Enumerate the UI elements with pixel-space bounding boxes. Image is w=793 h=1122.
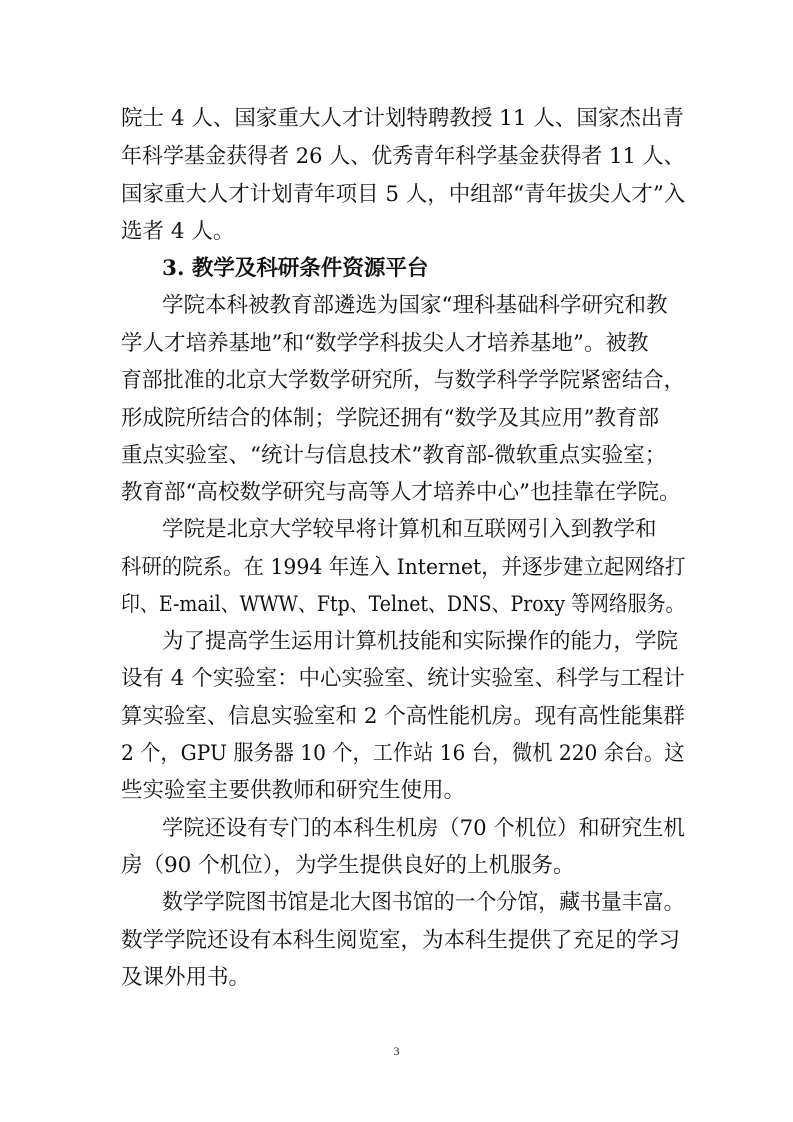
- text-line-19: 些实验室主要供教师和研究生使用。: [121, 778, 466, 803]
- text-line-9: 形成院所结合的体制；学院还拥有“数学及其应用”教育部: [121, 406, 659, 431]
- page-number: 3: [393, 1044, 400, 1058]
- text-line-8: 育部批准的北京大学数学研究所，与数学科学学院紧密结合，: [121, 368, 685, 393]
- text-line-12: 学院是北京大学较早将计算机和互联网引入到教学和: [162, 517, 657, 542]
- text-line-4: 选者 4 人。: [121, 219, 235, 244]
- text-line-22: 数学学院图书馆是北大图书馆的一个分馆，藏书量丰富。: [162, 890, 685, 915]
- text-line-17: 算实验室、信息实验室和 2 个高性能机房。现有高性能集群: [121, 704, 685, 729]
- text-line-24: 及课外用书。: [121, 965, 251, 990]
- text-line-3: 国家重大人才计划青年项目 5 人，中组部“青年拔尖人才”入: [121, 182, 686, 207]
- text-line-15: 为了提高学生运用计算机技能和实际操作的能力，学院: [162, 629, 679, 654]
- text-line-10: 重点实验室、“统计与信息技术”教育部-微软重点实验室；: [121, 443, 667, 468]
- text-line-6: 学院本科被教育部遴选为国家“理科基础科学研究和教: [162, 293, 668, 318]
- text-line-20: 学院还设有专门的本科生机房（70 个机位）和研究生机: [162, 816, 685, 841]
- text-line-16: 设有 4 个实验室：中心实验室、统计实验室、科学与工程计: [121, 666, 685, 691]
- text-line-11: 教育部“高校数学研究与高等人才培养中心”也挂靠在学院。: [121, 480, 681, 505]
- text-line-7: 学人才培养基地”和“数学学科拔尖人才培养基地”。被教: [121, 331, 649, 356]
- text-line-14: 印、E-mail、WWW、Ftp、Telnet、DNS、Proxy 等网络服务。: [121, 592, 685, 617]
- text-line-1: 院士 4 人、国家重大人才计划特聘教授 11 人、国家杰出青: [121, 106, 684, 131]
- text-line-18: 2 个，GPU 服务器 10 个，工作站 16 台，微机 220 余台。这: [121, 741, 685, 766]
- text-line-2: 年科学基金获得者 26 人、优秀青年科学基金获得者 11 人、: [121, 144, 685, 169]
- text-line-23: 数学学院还设有本科生阅览室，为本科生提供了充足的学习: [121, 928, 681, 953]
- text-line-13: 科研的院系。在 1994 年连入 Internet，并逐步建立起网络打: [121, 555, 686, 580]
- text-line-21: 房（90 个机位），为学生提供良好的上机服务。: [121, 853, 575, 878]
- section-heading: 3. 教学及科研条件资源平台: [162, 256, 429, 281]
